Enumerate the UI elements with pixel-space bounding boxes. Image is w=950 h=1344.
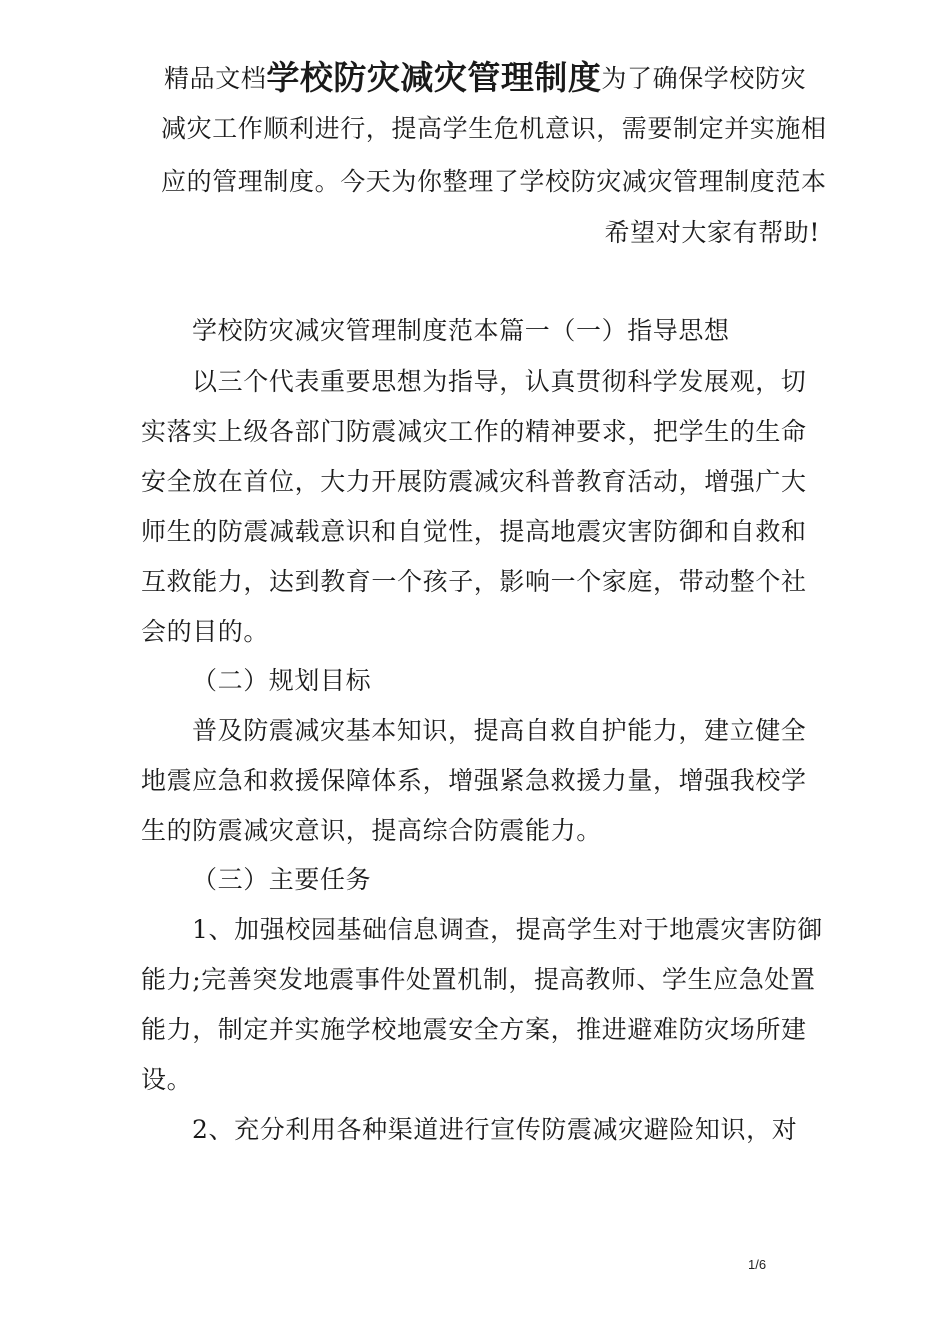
paragraph-line: 设。	[141, 1065, 193, 1094]
paragraph-line: 师生的防震减载意识和自觉性，提高地震灾害防御和自救和	[141, 517, 807, 546]
paragraph-line: 安全放在首位，大力开展防震减灾科普教育活动，增强广大	[141, 467, 807, 496]
section-heading: （三）主要任务	[192, 865, 372, 894]
paragraph-line: 1、加强校园基础信息调查，提高学生对于地震灾害防御	[192, 915, 823, 944]
paragraph-line: 互救能力，达到教育一个孩子，影响一个家庭，带动整个社	[141, 567, 807, 596]
paragraph-line: 以三个代表重要思想为指导，认真贯彻科学发展观，切	[192, 367, 807, 396]
intro-line: 希望对大家有帮助!	[604, 218, 820, 247]
section-heading: （二）规划目标	[192, 666, 372, 695]
watermark-prefix: 精品文档	[164, 64, 267, 93]
intro-line: 应的管理制度。今天为你整理了学校防灾减灾管理制度范本	[161, 167, 827, 196]
intro-line: 减灾工作顺利进行，提高学生危机意识，需要制定并实施相	[161, 114, 827, 143]
paragraph-line: 普及防震减灾基本知识，提高自救自护能力，建立健全	[192, 716, 807, 745]
document-title: 学校防灾减灾管理制度	[266, 58, 602, 97]
paragraph-line: 地震应急和救援保障体系，增强紧急救援力量，增强我校学	[141, 766, 807, 795]
paragraph-line: 能力，制定并实施学校地震安全方案，推进避难防灾场所建	[141, 1015, 807, 1044]
paragraph-line: 生的防震减灾意识，提高综合防震能力。	[141, 816, 602, 845]
paragraph-line: 2、充分利用各种渠道进行宣传防震减灾避险知识，对	[192, 1115, 798, 1144]
intro-text-start: 为了确保学校防灾	[601, 64, 807, 93]
paragraph-line: 能力;完善突发地震事件处置机制，提高教师、学生应急处置	[141, 965, 816, 994]
page-number: 1/6	[748, 1257, 767, 1272]
paragraph-line: 实落实上级各部门防震减灾工作的精神要求，把学生的生命	[141, 417, 807, 446]
paragraph-line: 会的目的。	[141, 617, 270, 646]
header-line	[164, 58, 807, 97]
section-heading: 学校防灾减灾管理制度范本篇一（一）指导思想	[192, 316, 730, 345]
